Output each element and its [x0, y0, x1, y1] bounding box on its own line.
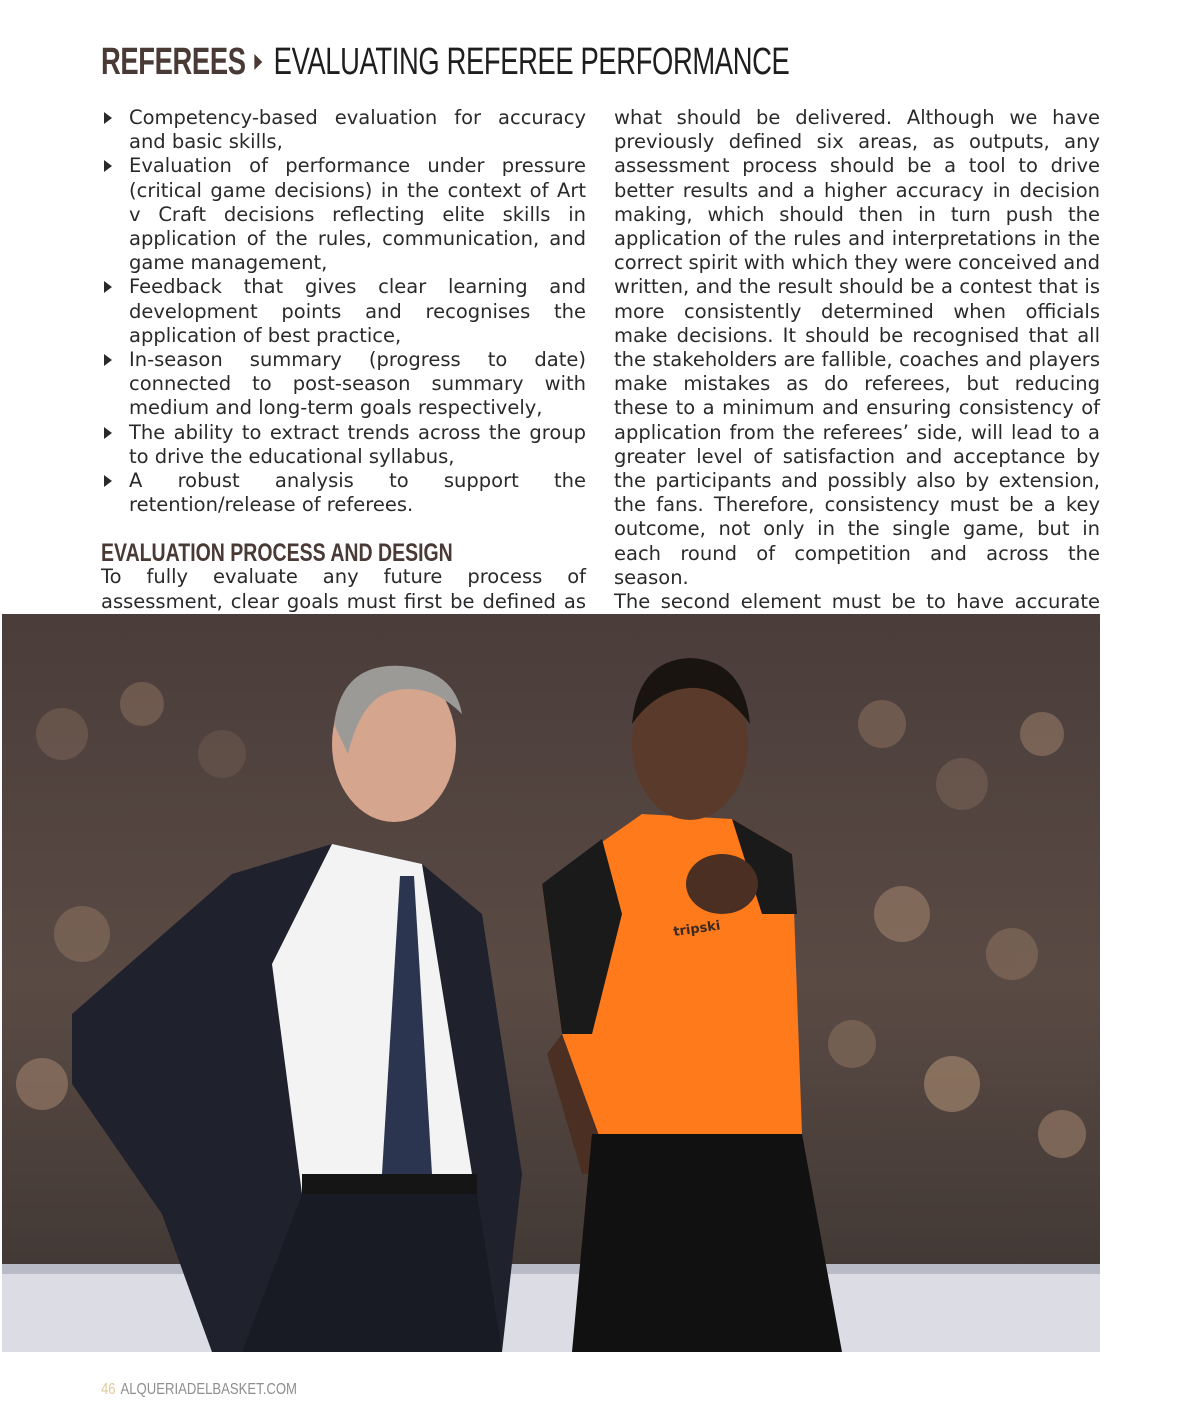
right-column [614, 106, 1100, 663]
list-item: Feedback that gives clear learning and development points and recognises the application of best practice, [101, 275, 586, 348]
bullet-arrow-icon [104, 475, 112, 487]
shirt-brand-text: tripski [672, 918, 722, 940]
bullet-arrow-icon [104, 112, 112, 124]
page-title: EVALUATING REFEREE PERFORMANCE [273, 40, 790, 83]
list-item: Competency-based evaluation for accuracy and basic skills, [101, 106, 586, 154]
site-name: ALQUERIADELBASKET.COM [120, 1381, 297, 1398]
referee-fist [686, 854, 758, 914]
list-item: In-season summary (progress to date) connected to post-season summary with medium and long-term goals respectively, [101, 348, 586, 421]
page-header [101, 40, 789, 84]
left-column [101, 106, 586, 638]
bullet-arrow-icon [104, 281, 112, 293]
section-name: REFEREES [101, 40, 246, 83]
bullet-list [101, 106, 586, 517]
list-item: Evaluation of performance under pressure (critical game decisions) in the context of Art v Craft decisions reflecting elite skills in application of the rules, communication, and game management, [101, 154, 586, 275]
page-footer [101, 1381, 297, 1399]
paragraph: The second element must be to have accurate [614, 590, 1100, 614]
section-heading: EVALUATION PROCESS AND DESIGN [101, 539, 453, 568]
bullet-arrow-icon [104, 160, 112, 172]
coach-belt [302, 1174, 477, 1196]
referee-trousers [572, 1134, 842, 1352]
photo-illustration [2, 614, 1100, 1352]
paragraph: To fully evaluate any future process of assessment, clear goals must first be defined as [101, 565, 586, 613]
list-item: The ability to extract trends across the group to drive the educational syllabus, [101, 421, 586, 469]
list-item: A robust analysis to support the retention/release of referees. [101, 469, 586, 517]
paragraph: what should be delivered. Although we have previously defined six areas, as outputs, any assessment process should be a tool to drive better results and a higher accuracy in decision making, which should then in turn push the application of the rules and interpretations in the correct spirit with which they were conceived and written, and the result should be a contest that is more consistently determined when officials make decisions. It should be recognised that all the stakeholders are fallible, coaches and players make mistakes as do referees, but reducing these to a minimum and ensuring consistency of application from the referees’ side, will lead to a greater level of satisfaction and acceptance by the participants and possibly also by extension, the fans. Therefore, consistency must be a key outcome, not only in the single game, but in each round of competition and across the season. [614, 106, 1100, 589]
bullet-arrow-icon [104, 427, 112, 439]
photo-coach-and-referee [2, 614, 1100, 1352]
header-arrow-icon [254, 54, 262, 70]
page-number: 46 [101, 1381, 116, 1398]
court-board [2, 1264, 1100, 1352]
bullet-arrow-icon [104, 354, 112, 366]
